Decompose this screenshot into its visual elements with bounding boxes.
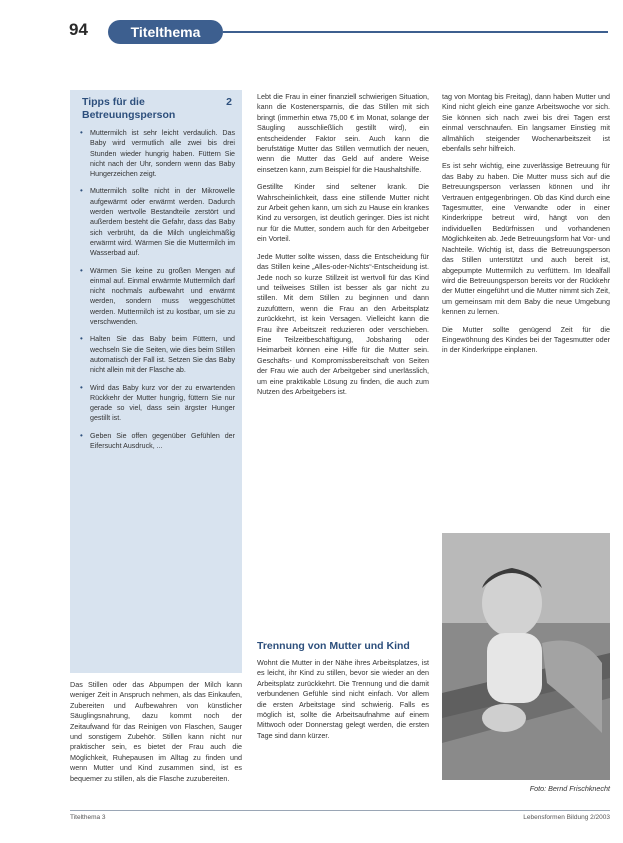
tip-item: • Halten Sie das Baby beim Füttern, und wechseln Sie die Seiten, wie dies beim Stillen automatisch der Fall ist. Setzen Sie das Baby nicht allein mit der Flasche ab.: [80, 334, 235, 375]
footer-rule: [70, 810, 610, 811]
paragraph: Jede Mutter sollte wissen, dass die Entscheidung für das Stillen keine „Alles-oder-Nichts“-Entscheidung ist. Jede noch so kurze Stillzeit ist wertvoll für das Kind und teilweises Stillen ist besser als gar nicht zu stillen. Mit dem Stillen zu beginnen und dann zuzufüttern, wenn die Frau an den Arbeitsplatz zurückkehrt, ist kein Versagen. Vielleicht kann die Frau ihre Arbeitszeit reduzieren oder verschieben. Eine Teilzeitbeschäftigung, Jobsharing oder Heimarbeit können eine Hilfe für die Mutter sein. Geschäfts- und Kompromissbereitschaft von Seiten der Frau wie auch der Arbeitgeber sind unerlässlich, um eine praktikable Lösung zu finden, die auch zum Nutzen des Arbeitgebers ist.: [257, 251, 429, 396]
tip-item: • Wärmen Sie keine zu großen Mengen auf einmal auf. Einmal erwärmte Muttermilch darf nicht nochmals aufbewahrt und erwärmt werden, sondern muss weggeschüttet werden. Muttermilch ist zu kostbar, um sie zu verschwenden.: [80, 266, 235, 328]
column-3-text: [442, 92, 610, 363]
paragraph: Lebt die Frau in einer finanziell schwierigen Situation, kann die Kostenersparnis, die das Stillen mit sich bringt (immerhin etwa 75,00 € im Monat, solange der Säugling ausschließlich gestillt wird), ein entscheidender Faktor sein. Auch kann die berufstätige Mutter das Stillen vermutlich der neuen, wenn die Mutter das Geld auf andere Weise einsetzen kann, zum Beispiel für die Haushaltshilfe.: [257, 92, 429, 174]
tip-item: • Muttermilch sollte nicht in der Mikrowelle aufgewärmt oder erwärmt werden. Dadurch werden wertvolle Bestandteile zerstört und außerdem besteht die Gefahr, dass das Baby sich verbrüht, da die Milch ungleichmäßig erwärmt wird. Wärmen Sie die Muttermilch im Wasserbad auf.: [80, 186, 235, 258]
baby-photo-image: [442, 533, 610, 780]
paragraph: tag von Montag bis Freitag), dann haben Mutter und Kind nicht gleich eine ganze Arbeitswoche vor sich. Sie können sich nach zwei bis drei Tagen erst einmal verschnaufen. Ein langsamer Einstieg mit allmählich steigender Wochenarbeitszeit ist ebenfalls sehr hilfreich.: [442, 92, 610, 154]
subheading: Trennung von Mutter und Kind: [257, 640, 410, 652]
paragraph: Gestillte Kinder sind seltener krank. Die Wahrscheinlichkeit, dass eine stillende Mutter nicht zur Arbeit gehen kann, um sich zu Hause ein krankes Kind zu versorgen, ist deutlich geringer. Dies ist nicht nur für die Mutter, sondern auch für den Arbeitgeber ein Vorteil.: [257, 182, 429, 244]
footer-left-text: Titelthema 3: [70, 814, 106, 821]
photo-caption: Foto: Bernd Frischknecht: [529, 784, 610, 793]
baby-photo: [442, 533, 610, 780]
footer-right-text: Lebensformen Bildung 2/2003: [523, 814, 610, 821]
section-title: Titelthema: [108, 20, 223, 44]
tip-item: • Geben Sie offen gegenüber Gefühlen der Eifersucht Ausdruck, ...: [80, 431, 235, 452]
tip-item: • Wird das Baby kurz vor der zu erwartenden Rückkehr der Mutter hungrig, füttern Sie nur gerade so viel, dass sein ärgster Hunger gestillt ist.: [80, 383, 235, 424]
column-2-text: [257, 92, 429, 404]
column-1-text: [70, 680, 242, 791]
section-header: [108, 20, 608, 44]
tip-item: • Muttermilch ist sehr leicht verdaulich. Das Baby wird vermutlich alle zwei bis drei Stunden wieder hungrig haben. Füttern Sie nicht nach der Uhr, sondern wenn das Baby Hungerzeichen zeigt.: [80, 128, 235, 179]
paragraph: Wohnt die Mutter in der Nähe ihres Arbeitsplatzes, ist es leicht, ihr Kind zu stillen, bevor sie wieder an den Arbeitsplatz zurückkehrt. Die Trennung und die damit verbundenen Gefühle sind nicht einfach. Vor allem die ersten Arbeitstage sind schwierig. Falls es möglich ist, sollte die Arbeitsaufnahme auf einem Mittwoch oder Donnerstag gelegt werden, die ersten Tage sind dann kürzer.: [257, 658, 429, 740]
tips-box-number: 2: [226, 96, 232, 108]
paragraph: Das Stillen oder das Abpumpen der Milch kann weniger Zeit in Anspruch nehmen, als das Einkaufen, Zubereiten und Aufbewahren von künstlicher Säuglingsnahrung, dazu kommt noch der Zeitaufwand für das Reinigen von Flaschen, Sauger und sonstigem Zubehör. Stillen kann nicht nur praktischer sein, es bietet der Frau auch die Möglichkeit, Ruhepausen im Alltag zu finden und wenn Mutter und Kind zusammen sind, ist es bequemer zu stillen, als die Flasche zuzubereiten.: [70, 680, 242, 783]
header-rule: [223, 31, 608, 33]
paragraph: Es ist sehr wichtig, eine zuverlässige Betreuung für das Baby zu haben. Die Mutter muss sich auf die Betreuungsperson verlassen können und ihr Vertrauen entgegenbringen. Ob das Kind durch eine Tagesmutter, eine Verwandte oder in einer Kinderkrippe betreut wird, hängt von den individuellen Bedürfnissen und vorhandenen Möglichkeiten ab. Jede Betreuungsform hat Vor- und Nachteile. Wichtig ist, dass die Betreuungsperson das Stillen unterstützt und auch bereit ist, abgepumpte Muttermilch zu verfüttern. Im Idealfall wird die Betreuungsperson bereits vor der Rückkehr der Mutter eingeführt und die Mutter nimmt sich Zeit, um gemeinsam mit dem Baby die neue Umgebung kennen zu lernen.: [442, 161, 610, 317]
page-number: 94: [69, 20, 88, 39]
column-2b-text: [257, 658, 429, 748]
tips-box-title: Tipps für die Betreuungsperson: [82, 96, 176, 121]
tips-box: [70, 90, 242, 673]
paragraph: Die Mutter sollte genügend Zeit für die Eingewöhnung des Kindes bei der Tagesmutter oder in der Kinderkrippe einplanen.: [442, 324, 610, 355]
tips-list: [80, 128, 235, 458]
